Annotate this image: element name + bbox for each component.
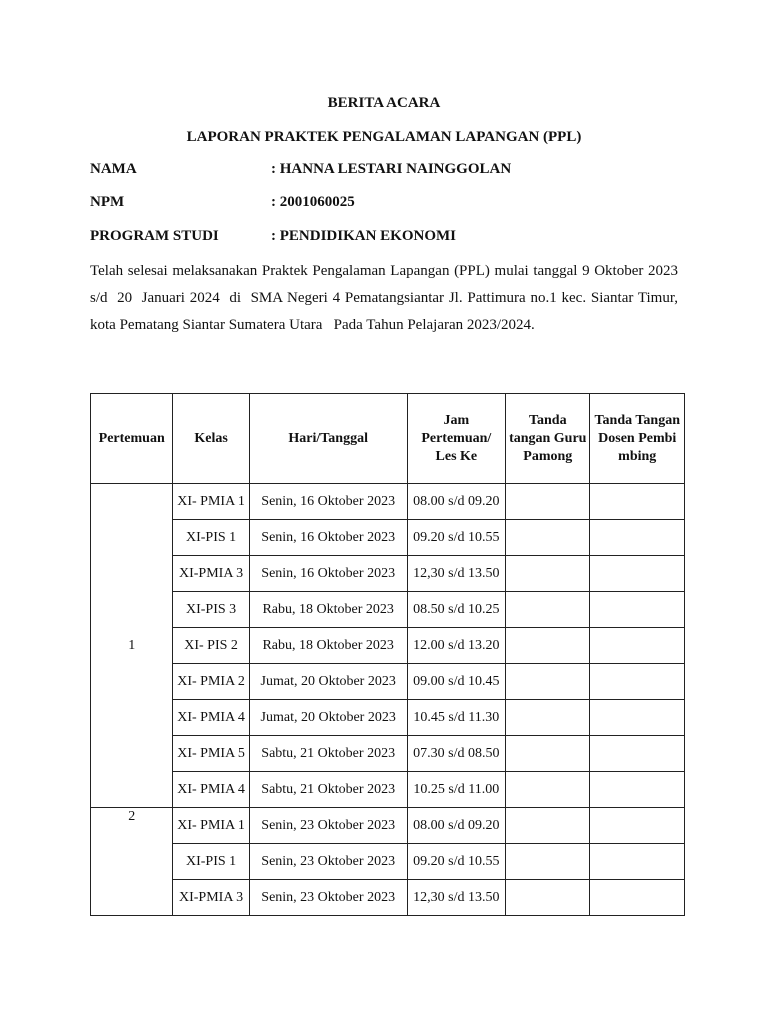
header-kelas: Kelas xyxy=(173,394,249,484)
cell-kelas: XI-PMIA 3 xyxy=(173,556,249,592)
cell-kelas: XI-PIS 3 xyxy=(173,592,249,628)
cell-hari-tanggal: Rabu, 18 Oktober 2023 xyxy=(249,628,407,664)
cell-jam: 12.00 s/d 13.20 xyxy=(407,628,505,664)
cell-jam: 10.25 s/d 11.00 xyxy=(407,772,505,808)
statement-paragraph xyxy=(90,258,678,339)
cell-kelas: XI- PMIA 4 xyxy=(173,700,249,736)
cell-jam: 10.45 s/d 11.30 xyxy=(407,700,505,736)
cell-tanda-tangan-dosen xyxy=(590,592,685,628)
cell-hari-tanggal: Jumat, 20 Oktober 2023 xyxy=(249,664,407,700)
cell-kelas: XI-PIS 1 xyxy=(173,520,249,556)
cell-tanda-tangan-guru xyxy=(506,664,590,700)
cell-hari-tanggal: Senin, 16 Oktober 2023 xyxy=(249,556,407,592)
table-row xyxy=(91,520,685,556)
cell-pertemuan: 1 xyxy=(91,484,173,808)
header-tanda-tangan-guru: Tanda tangan Guru Pamong xyxy=(506,394,590,484)
field-npm-label: NPM xyxy=(90,194,125,210)
header-hari-tanggal: Hari/Tanggal xyxy=(249,394,407,484)
cell-jam: 09.20 s/d 10.55 xyxy=(407,844,505,880)
field-program-studi-label: PROGRAM STUDI xyxy=(90,228,219,244)
table-row xyxy=(91,880,685,916)
cell-tanda-tangan-guru xyxy=(506,484,590,520)
cell-tanda-tangan-dosen xyxy=(590,484,685,520)
table-row xyxy=(91,592,685,628)
cell-tanda-tangan-guru xyxy=(506,880,590,916)
cell-hari-tanggal: Sabtu, 21 Oktober 2023 xyxy=(249,772,407,808)
table-row xyxy=(91,664,685,700)
cell-tanda-tangan-dosen xyxy=(590,628,685,664)
cell-hari-tanggal: Rabu, 18 Oktober 2023 xyxy=(249,592,407,628)
cell-tanda-tangan-dosen xyxy=(590,556,685,592)
cell-hari-tanggal: Senin, 23 Oktober 2023 xyxy=(249,844,407,880)
field-program-studi-value: : PENDIDIKAN EKONOMI xyxy=(271,228,457,244)
cell-tanda-tangan-guru xyxy=(506,736,590,772)
cell-kelas: XI- PMIA 1 xyxy=(173,484,249,520)
cell-tanda-tangan-dosen xyxy=(590,808,685,844)
cell-tanda-tangan-guru xyxy=(506,556,590,592)
schedule-table-body xyxy=(91,484,685,916)
cell-tanda-tangan-guru xyxy=(506,808,590,844)
schedule-table xyxy=(90,393,685,916)
document-subtitle: LAPORAN PRAKTEK PENGALAMAN LAPANGAN (PPL) xyxy=(186,129,582,145)
paragraph-line: Telah selesai melaksanakan Praktek Pengalaman Lapangan (PPL) mulai tanggal 9 Oktober 2023 xyxy=(90,263,678,279)
cell-kelas: XI- PMIA 2 xyxy=(173,664,249,700)
table-row xyxy=(91,808,685,844)
table-row xyxy=(91,844,685,880)
cell-jam: 09.00 s/d 10.45 xyxy=(407,664,505,700)
cell-tanda-tangan-dosen xyxy=(590,772,685,808)
table-row xyxy=(91,556,685,592)
cell-jam: 12,30 s/d 13.50 xyxy=(407,556,505,592)
cell-kelas: XI- PIS 2 xyxy=(173,628,249,664)
paragraph-line: s/d 20 Januari 2024 di SMA Negeri 4 Pematangsiantar Jl. Pattimura no.1 kec. Siantar Timur, xyxy=(90,290,678,306)
table-row xyxy=(91,772,685,808)
cell-tanda-tangan-guru xyxy=(506,592,590,628)
cell-jam: 08.00 s/d 09.20 xyxy=(407,808,505,844)
cell-tanda-tangan-dosen xyxy=(590,844,685,880)
cell-tanda-tangan-guru xyxy=(506,628,590,664)
cell-tanda-tangan-dosen xyxy=(590,880,685,916)
table-header-row xyxy=(91,394,685,484)
cell-hari-tanggal: Senin, 16 Oktober 2023 xyxy=(249,520,407,556)
paragraph-line: kota Pematang Siantar Sumatera Utara Pada Tahun Pelajaran 2023/2024. xyxy=(90,317,535,333)
cell-tanda-tangan-dosen xyxy=(590,736,685,772)
cell-tanda-tangan-dosen xyxy=(590,664,685,700)
header-jam-pertemuan: Jam Pertemuan/ Les Ke xyxy=(407,394,505,484)
cell-jam: 08.50 s/d 10.25 xyxy=(407,592,505,628)
cell-kelas: XI- PMIA 1 xyxy=(173,808,249,844)
cell-jam: 07.30 s/d 08.50 xyxy=(407,736,505,772)
cell-tanda-tangan-guru xyxy=(506,520,590,556)
cell-hari-tanggal: Senin, 16 Oktober 2023 xyxy=(249,484,407,520)
cell-jam: 09.20 s/d 10.55 xyxy=(407,520,505,556)
table-row xyxy=(91,700,685,736)
field-nama-value: : HANNA LESTARI NAINGGOLAN xyxy=(271,161,512,177)
table-row xyxy=(91,736,685,772)
cell-kelas: XI- PMIA 5 xyxy=(173,736,249,772)
cell-hari-tanggal: Jumat, 20 Oktober 2023 xyxy=(249,700,407,736)
cell-tanda-tangan-guru xyxy=(506,844,590,880)
cell-jam: 12,30 s/d 13.50 xyxy=(407,880,505,916)
document-title: BERITA ACARA xyxy=(327,95,441,111)
cell-kelas: XI-PIS 1 xyxy=(173,844,249,880)
cell-kelas: XI- PMIA 4 xyxy=(173,772,249,808)
cell-tanda-tangan-guru xyxy=(506,700,590,736)
header-tanda-tangan-dosen: Tanda Tangan Dosen Pembimbing xyxy=(590,394,685,484)
cell-jam: 08.00 s/d 09.20 xyxy=(407,484,505,520)
cell-hari-tanggal: Sabtu, 21 Oktober 2023 xyxy=(249,736,407,772)
header-pertemuan: Pertemuan xyxy=(91,394,173,484)
cell-hari-tanggal: Senin, 23 Oktober 2023 xyxy=(249,880,407,916)
field-npm-value: : 2001060025 xyxy=(271,194,355,210)
field-nama-label: NAMA xyxy=(90,161,137,177)
table-row xyxy=(91,484,685,520)
cell-tanda-tangan-dosen xyxy=(590,520,685,556)
cell-hari-tanggal: Senin, 23 Oktober 2023 xyxy=(249,808,407,844)
cell-tanda-tangan-guru xyxy=(506,772,590,808)
cell-kelas: XI-PMIA 3 xyxy=(173,880,249,916)
table-row xyxy=(91,628,685,664)
cell-tanda-tangan-dosen xyxy=(590,700,685,736)
cell-pertemuan: 2 xyxy=(91,808,173,916)
